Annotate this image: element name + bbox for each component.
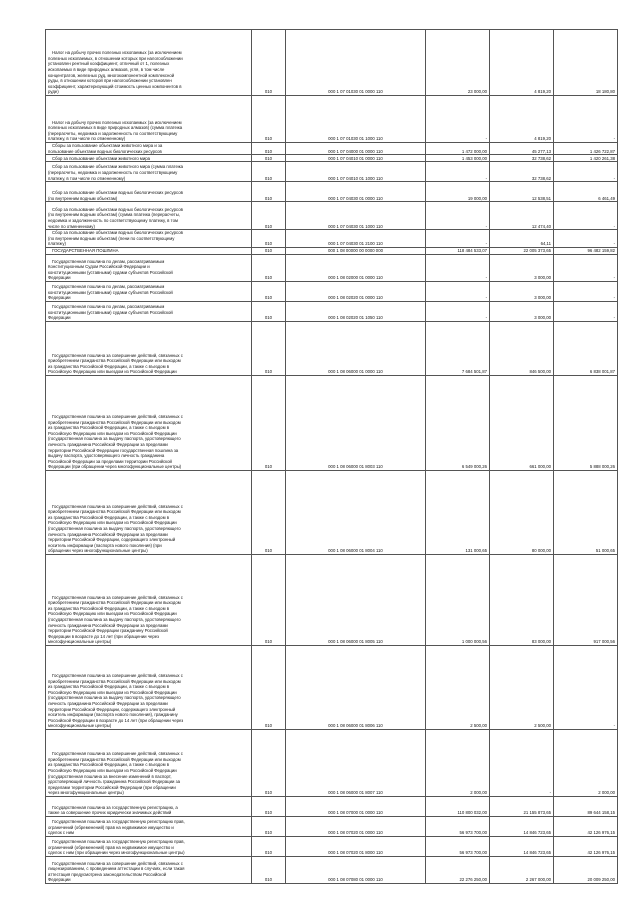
- row-name: [46, 281, 252, 301]
- row-code: 010: [252, 30, 286, 96]
- row-approved-amount: 131 000,65: [426, 470, 490, 554]
- row-name-text: Сбор за пользование объектами водных биологических ресурсов (по внутренним водным объектам) (пени по соответствующему платежу): [48, 230, 183, 247]
- row-budget-classification-code: 000 1 07 04000 01 0000 110: [286, 143, 426, 155]
- row-executed-amount: 45 277,13: [490, 143, 554, 155]
- table-row: [46, 30, 618, 96]
- row-budget-classification-code: 000 1 08 06000 01 8004 110: [286, 470, 426, 554]
- row-executed-amount: 2 500,00: [490, 645, 554, 729]
- row-name-text: Сбор за пользование объектами водных биологических ресурсов (по внутренним водным объектам): [48, 190, 183, 201]
- row-code: 010: [252, 162, 286, 182]
- row-unexecuted-amount: 20 009 250,00: [554, 856, 618, 883]
- row-name-text: Государственная пошлина по делам, рассматриваемым конституционными (уставными) судами субъектов Российской Федерации: [48, 304, 173, 321]
- row-name-text: ГОСУДАРСТВЕННАЯ ПОШЛИНА: [52, 248, 119, 254]
- row-budget-classification-code: 000 1 08 06000 01 8003 110: [286, 375, 426, 470]
- row-executed-amount: 4 819,20: [490, 30, 554, 96]
- row-name: [46, 554, 252, 645]
- table-row: [46, 254, 618, 281]
- table-row: [46, 729, 618, 796]
- row-name-text: Налог на добычу прочих полезных ископаемых (за исключением полезных ископаемых, в отношении которых при налогообложении установлен рентный коэффициент, отличный от 1, полезных ископаемых в виде природных алмазов, угля, в том числе концентратов, железных руд, многокомпонентной комплексной руды, в отношении которой при налогообложении установлен коэффициент, характеризующий стоимость ценных компонентов в руде): [48, 50, 183, 95]
- row-unexecuted-amount: -: [554, 202, 618, 230]
- row-budget-classification-code: 000 1 08 07020 01 8000 110: [286, 836, 426, 856]
- row-approved-amount: 7 684 501,87: [426, 321, 490, 375]
- row-name-text: Государственная пошлина за совершение действий, связанных с лицензированием, с проведением аттестации в случаях, если такая аттестация предусмотрена законодательством Российской Федерации: [48, 860, 185, 883]
- row-approved-amount: -: [426, 281, 490, 301]
- row-unexecuted-amount: -: [554, 162, 618, 182]
- table-row: [46, 247, 618, 254]
- row-name: [46, 796, 252, 816]
- row-budget-classification-code: 000 1 08 02000 01 0000 110: [286, 254, 426, 281]
- row-unexecuted-amount: -: [554, 281, 618, 301]
- row-approved-amount: -: [426, 301, 490, 321]
- row-unexecuted-amount: 89 644 158,15: [554, 796, 618, 816]
- table-row: [46, 816, 618, 836]
- budget-execution-table: [45, 29, 618, 884]
- row-budget-classification-code: 000 1 08 07080 01 0000 110: [286, 856, 426, 883]
- row-approved-amount: 2 500,00: [426, 645, 490, 729]
- row-name: [46, 162, 252, 182]
- row-code: 010: [252, 301, 286, 321]
- row-executed-amount: 12 538,51: [490, 182, 554, 202]
- row-name-text: Налог на добычу прочих полезных ископаемых (за исключением полезных ископаемых в виде природных алмазов) (сумма платежа (перерасчеты, недоимка и задолженность по соответствующему платежу, в том числе по отмененному): [48, 119, 183, 142]
- row-budget-classification-code: 000 1 08 06000 01 8006 110: [286, 645, 426, 729]
- row-code: 010: [252, 796, 286, 816]
- table-row: [46, 162, 618, 182]
- row-code: 010: [252, 247, 286, 254]
- row-name-text: Сбор за пользование объектами водных биологических ресурсов (по внутренним водным объектам) (сумма платежа (перерасчеты, недоимка и задолженность по соответствующему платежу, в том числе по отмененному): [48, 206, 183, 229]
- row-name-text: Государственная пошлина за государственную регистрацию, а также за совершение прочих юридически значимых действий: [48, 804, 178, 816]
- row-budget-classification-code: 000 1 07 01030 01 1000 110: [286, 96, 426, 143]
- row-budget-classification-code: 000 1 07 04030 01 2100 110: [286, 230, 426, 248]
- row-name: [46, 836, 252, 856]
- row-approved-amount: -: [426, 96, 490, 143]
- row-executed-amount: 846 500,00: [490, 321, 554, 375]
- row-unexecuted-amount: 51 000,65: [554, 470, 618, 554]
- row-unexecuted-amount: 917 000,56: [554, 554, 618, 645]
- row-code: 010: [252, 856, 286, 883]
- row-budget-classification-code: 000 1 08 06000 01 0000 110: [286, 321, 426, 375]
- row-code: 010: [252, 143, 286, 155]
- row-approved-amount: 19 000,00: [426, 182, 490, 202]
- row-approved-amount: 6 549 000,26: [426, 375, 490, 470]
- row-code: 010: [252, 230, 286, 248]
- table-row: [46, 230, 618, 248]
- row-name: [46, 321, 252, 375]
- row-approved-amount: -: [426, 202, 490, 230]
- row-code: 010: [252, 645, 286, 729]
- row-name: [46, 182, 252, 202]
- row-executed-amount: 14 846 723,65: [490, 836, 554, 856]
- table-row: [46, 375, 618, 470]
- row-name: [46, 375, 252, 470]
- row-code: 010: [252, 375, 286, 470]
- row-code: 010: [252, 729, 286, 796]
- row-code: 010: [252, 155, 286, 162]
- row-approved-amount: 118 484 533,07: [426, 247, 490, 254]
- row-name: [46, 230, 252, 248]
- row-budget-classification-code: 000 1 07 04030 01 1000 110: [286, 202, 426, 230]
- row-code: 010: [252, 836, 286, 856]
- table-row: [46, 321, 618, 375]
- row-executed-amount: 14 846 723,65: [490, 816, 554, 836]
- row-budget-classification-code: 000 1 08 07000 01 0000 110: [286, 796, 426, 816]
- table-row: [46, 856, 618, 883]
- row-approved-amount: 2 000,00: [426, 729, 490, 796]
- row-unexecuted-amount: 1 420 261,38: [554, 155, 618, 162]
- row-unexecuted-amount: 6 461,49: [554, 182, 618, 202]
- row-approved-amount: 56 973 700,00: [426, 816, 490, 836]
- row-unexecuted-amount: 5 888 000,26: [554, 375, 618, 470]
- row-name: [46, 816, 252, 836]
- row-budget-classification-code: 000 1 07 04030 01 0000 110: [286, 182, 426, 202]
- row-name: [46, 729, 252, 796]
- row-code: 010: [252, 96, 286, 143]
- row-name-text: Сбор за пользование объектами животного мира: [52, 155, 151, 161]
- row-executed-amount: 2 267 000,00: [490, 856, 554, 883]
- row-executed-amount: 83 000,00: [490, 554, 554, 645]
- row-executed-amount: 32 738,62: [490, 162, 554, 182]
- table-row: [46, 301, 618, 321]
- row-executed-amount: 4 819,20: [490, 96, 554, 143]
- row-executed-amount: 32 738,62: [490, 155, 554, 162]
- row-unexecuted-amount: -: [554, 254, 618, 281]
- row-approved-amount: -: [426, 230, 490, 248]
- row-name: [46, 470, 252, 554]
- row-unexecuted-amount: 96 482 159,82: [554, 247, 618, 254]
- table-row: [46, 281, 618, 301]
- row-executed-amount: 22 005 373,65: [490, 247, 554, 254]
- row-approved-amount: 1 472 000,00: [426, 143, 490, 155]
- row-budget-classification-code: 000 1 08 06000 01 8007 110: [286, 729, 426, 796]
- row-approved-amount: 110 800 032,00: [426, 796, 490, 816]
- table-row: [46, 202, 618, 230]
- row-approved-amount: -: [426, 162, 490, 182]
- row-unexecuted-amount: -: [554, 645, 618, 729]
- table-row: [46, 143, 618, 155]
- row-name: [46, 202, 252, 230]
- row-name: [46, 254, 252, 281]
- row-name-text: Государственная пошлина за совершение действий, связанных с приобретением гражданства Российской Федерации или выходом из гражданства Российской Федерации, а также с въездом в Российскую Федерацию или выездом из Российской Федерации (государственная пошлина за выдачу паспорта, удостоверяющего личность гражданина Российской Федерации за пределами территории Российской Федерации, содержащего электронный носитель информации (паспорта нового поколения), гражданину Российской Федерации в возрасте до 14 лет (при обращении через многофункциональные центры): [48, 673, 184, 729]
- row-unexecuted-amount: 18 180,80: [554, 30, 618, 96]
- row-name: [46, 96, 252, 143]
- row-name-text: Государственная пошлина за государственную регистрацию прав, ограничений (обременений) прав на недвижимое имущество и сделок с ним (при обращении через многофункциональные центры): [48, 839, 185, 856]
- row-name-text: Государственная пошлина по делам, рассматриваемым конституционными (уставными) судами субъектов Российской Федерации: [48, 284, 173, 301]
- table-row: [46, 836, 618, 856]
- table-row: [46, 96, 618, 143]
- row-name: [46, 143, 252, 155]
- row-budget-classification-code: 000 1 08 07020 01 0000 110: [286, 816, 426, 836]
- row-code: 010: [252, 182, 286, 202]
- table-row: [46, 155, 618, 162]
- table-row: [46, 182, 618, 202]
- row-executed-amount: 3 000,00: [490, 281, 554, 301]
- row-name-text: Государственная пошлина за совершение действий, связанных с приобретением гражданства Российской Федерации или выходом из гражданства Российской Федерации, а также с въездом в Российскую Федерацию или выездом из Российской Федерации (государственная пошлина за выдачу паспорта, удостоверяющего личность гражданина Российской Федерации за пределами территории Российской Федерации государственная пошлина за выдачу паспорта, удостоверяющего личность гражданина Российской Федерации за пределами территории Российской Федерации (при обращении через многофункциональные центры): [48, 414, 183, 470]
- row-executed-amount: -: [490, 729, 554, 796]
- row-approved-amount: -: [426, 254, 490, 281]
- row-name: [46, 155, 252, 162]
- row-code: 010: [252, 254, 286, 281]
- row-code: 010: [252, 281, 286, 301]
- table-body: [46, 30, 618, 884]
- row-budget-classification-code: 000 1 07 01030 01 0000 110: [286, 30, 426, 96]
- row-approved-amount: 1 453 000,00: [426, 155, 490, 162]
- row-unexecuted-amount: 42 126 976,15: [554, 816, 618, 836]
- row-name-text: Государственная пошлина по делам, рассматриваемым Конституционным Судом Российской Федерации и конституционными (уставными) судами субъектов Российской Федерации: [48, 258, 173, 281]
- row-code: 010: [252, 816, 286, 836]
- row-executed-amount: 3 000,00: [490, 254, 554, 281]
- row-name-text: Государственная пошлина за совершение действий, связанных с приобретением гражданства Российской Федерации или выходом из гражданства Российской Федерации, а также с въездом в Российскую Федерацию или выездом из Российской Федерации: [48, 352, 183, 375]
- row-name: [46, 645, 252, 729]
- row-unexecuted-amount: -: [554, 301, 618, 321]
- row-executed-amount: 12 474,40: [490, 202, 554, 230]
- row-name: [46, 856, 252, 883]
- row-name-text: Государственная пошлина за совершение действий, связанных с приобретением гражданства Российской Федерации или выходом из гражданства Российской Федерации, а также с въездом в Российскую Федерацию или выездом из Российской Федерации (государственная пошлина за выдачу паспорта, удостоверяющего личность гражданина Российской Федерации за пределами территории Российской Федерации гражданину Российской Федерации в возрасте до 14 лет (при обращении через многофункциональные центры): [48, 594, 183, 645]
- table-row: [46, 645, 618, 729]
- row-unexecuted-amount: -: [554, 230, 618, 248]
- table-row: [46, 554, 618, 645]
- row-approved-amount: 23 000,00: [426, 30, 490, 96]
- row-executed-amount: 3 000,00: [490, 301, 554, 321]
- row-budget-classification-code: 000 1 08 02020 01 0000 110: [286, 281, 426, 301]
- budget-report-table-container: [45, 29, 617, 884]
- row-unexecuted-amount: -: [554, 96, 618, 143]
- row-budget-classification-code: 000 1 07 04010 01 0000 110: [286, 155, 426, 162]
- row-unexecuted-amount: 1 426 722,87: [554, 143, 618, 155]
- row-name: [46, 301, 252, 321]
- row-approved-amount: 22 276 250,00: [426, 856, 490, 883]
- row-code: 010: [252, 470, 286, 554]
- row-name-text: Сборы за пользование объектами животного мира и за пользование объектами водных биологических ресурсов: [48, 143, 163, 154]
- row-code: 010: [252, 202, 286, 230]
- row-unexecuted-amount: 42 126 976,15: [554, 836, 618, 856]
- table-row: [46, 470, 618, 554]
- row-name: [46, 247, 252, 254]
- row-approved-amount: 56 973 700,00: [426, 836, 490, 856]
- row-name-text: Государственная пошлина за совершение действий, связанных с приобретением гражданства Российской Федерации или выходом из гражданства Российской Федерации, а также с въездом в Российскую Федерацию или выездом из Российской Федерации (государственная пошлина за выдачу паспорта, удостоверяющего личность гражданина Российской Федерации за пределами территории Российской Федерации, содержащего электронный носитель информации (паспорта нового поколения) (при обращении через многофункциональные центры): [48, 503, 183, 554]
- row-executed-amount: 64,11: [490, 230, 554, 248]
- row-code: 010: [252, 554, 286, 645]
- table-row: [46, 796, 618, 816]
- row-budget-classification-code: 000 1 08 06000 01 8005 110: [286, 554, 426, 645]
- row-name: [46, 30, 252, 96]
- row-code: 010: [252, 321, 286, 375]
- row-name-text: Государственная пошлина за совершение действий, связанных с приобретением гражданства Российской Федерации или выходом из гражданства Российской Федерации, а также с въездом в Российскую Федерацию или выездом из Российской Федерации (государственная пошлина за внесение изменений в паспорт, удостоверяющий личность гражданина Российской Федерации за пределами территории Российской Федерации (при обращении через многофункциональные центры): [48, 751, 183, 796]
- row-approved-amount: 1 000 000,56: [426, 554, 490, 645]
- row-budget-classification-code: 000 1 08 02020 01 1050 110: [286, 301, 426, 321]
- row-executed-amount: 80 000,00: [490, 470, 554, 554]
- row-name-text: Государственная пошлина за государственную регистрацию прав, ограничений (обременений) прав на недвижимое имущество и сделок с ним: [48, 819, 185, 836]
- row-unexecuted-amount: 2 000,00: [554, 729, 618, 796]
- row-name-text: Сбор за пользование объектами животного мира (сумма платежа (перерасчеты, недоимка и задолженность по соответствующему платежу, в том числе по отмененному): [48, 164, 184, 181]
- row-executed-amount: 21 155 873,65: [490, 796, 554, 816]
- row-executed-amount: 661 000,00: [490, 375, 554, 470]
- row-budget-classification-code: 000 1 07 04010 01 1000 110: [286, 162, 426, 182]
- row-unexecuted-amount: 6 838 001,87: [554, 321, 618, 375]
- row-budget-classification-code: 000 1 08 00000 00 0000 000: [286, 247, 426, 254]
